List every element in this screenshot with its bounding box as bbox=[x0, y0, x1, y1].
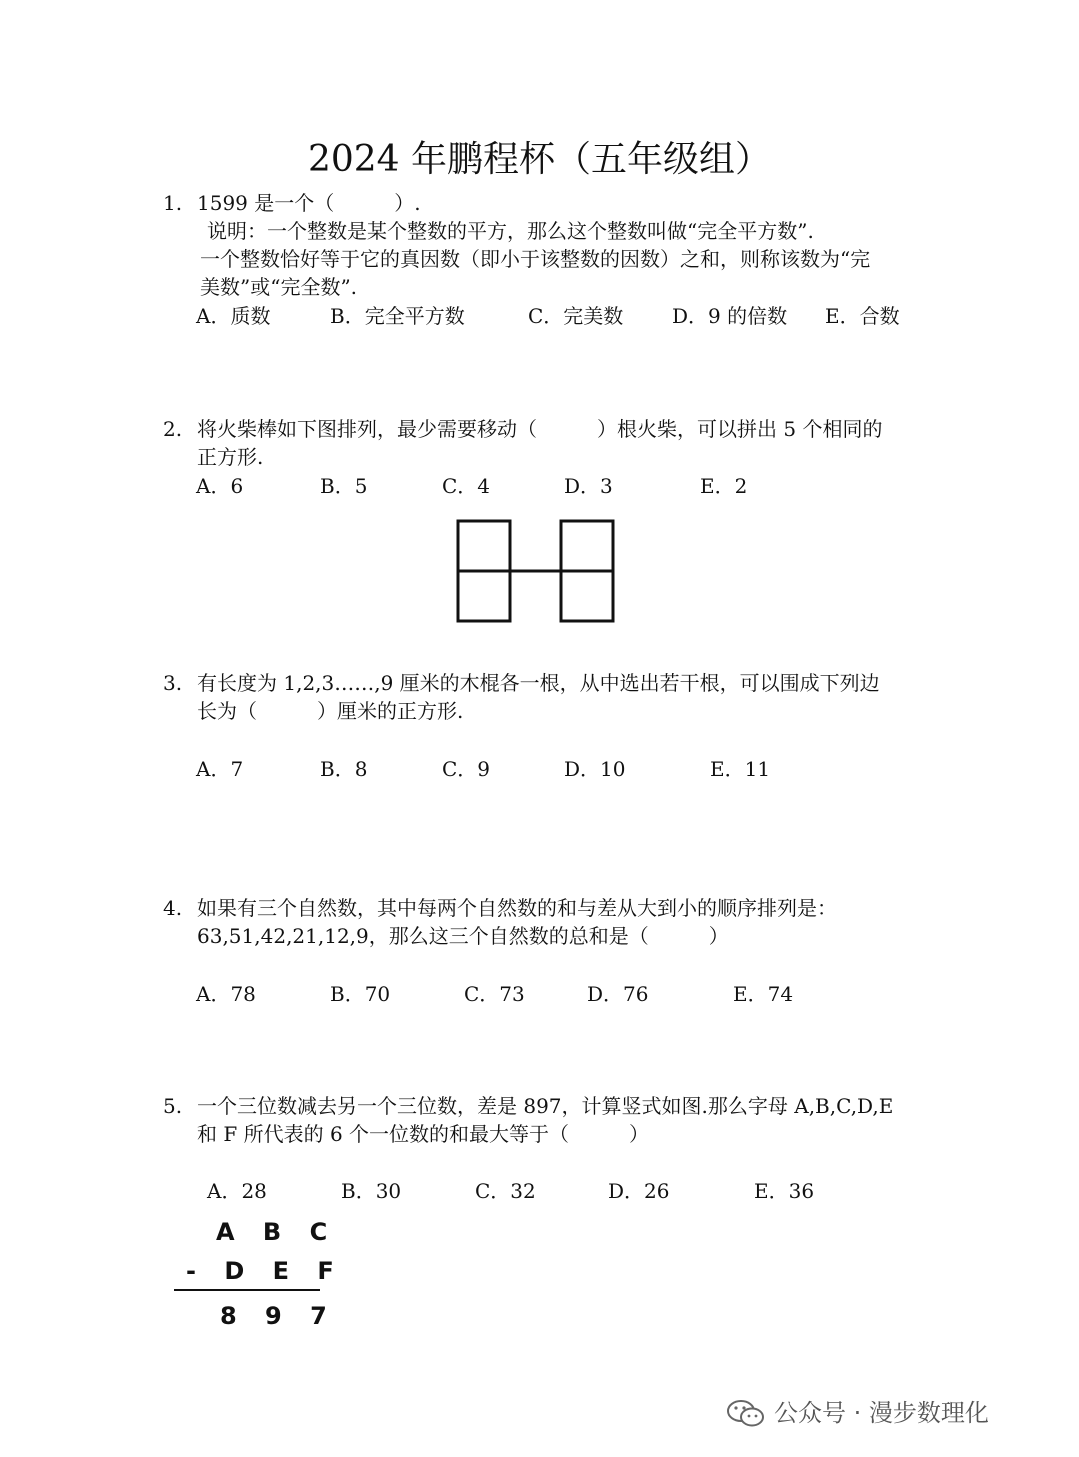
option-a: A．6 bbox=[196, 474, 244, 498]
question-number: 3. bbox=[163, 671, 183, 695]
difference-row: 8 9 7 bbox=[220, 1302, 337, 1330]
watermark-text: 公众号 · 漫步数理化 bbox=[774, 1399, 989, 1427]
page-title: 2024 年鹏程杯（五年级组） bbox=[307, 139, 772, 180]
question-text: 和 F 所代表的 6 个一位数的和最大等于（ ） bbox=[197, 1122, 650, 1146]
option-b: B．5 bbox=[320, 474, 368, 498]
question-text: 1599 是一个（ ）. bbox=[197, 191, 421, 215]
question-text: 长为（ ）厘米的正方形. bbox=[197, 699, 464, 723]
matchstick-figure bbox=[450, 513, 622, 629]
option-e: E．11 bbox=[710, 757, 771, 781]
option-b: B．完全平方数 bbox=[330, 304, 465, 328]
option-b: B．30 bbox=[341, 1179, 402, 1203]
question-number: 2. bbox=[163, 417, 183, 441]
option-b: B．70 bbox=[330, 982, 391, 1006]
option-d: D．26 bbox=[608, 1179, 670, 1203]
option-a: A．28 bbox=[207, 1179, 267, 1203]
subtraction-line bbox=[174, 1289, 320, 1291]
option-e: E．74 bbox=[733, 982, 794, 1006]
question-text: 正方形. bbox=[197, 445, 264, 469]
option-d: D．9 的倍数 bbox=[672, 304, 788, 328]
option-b: B．8 bbox=[320, 757, 368, 781]
option-c: C．完美数 bbox=[528, 304, 624, 328]
option-e: E．36 bbox=[754, 1179, 815, 1203]
option-c: C．73 bbox=[464, 982, 525, 1006]
question-number: 5. bbox=[163, 1094, 183, 1118]
option-c: C．32 bbox=[475, 1179, 536, 1203]
option-a: A．7 bbox=[196, 757, 244, 781]
option-c: C．9 bbox=[442, 757, 491, 781]
question-number: 1. bbox=[163, 191, 183, 215]
question-text: 有长度为 1,2,3……,9 厘米的木棍各一根，从中选出若干根，可以围成下列边 bbox=[197, 671, 880, 695]
option-e: E．2 bbox=[700, 474, 748, 498]
question-text: 一个三位数减去另一个三位数，差是 897，计算竖式如图.那么字母 A,B,C,D,E bbox=[197, 1094, 894, 1118]
question-note: 说明：一个整数是某个整数的平方，那么这个整数叫做“完全平方数”. bbox=[207, 219, 814, 243]
subtrahend-row: - D E F bbox=[186, 1257, 344, 1285]
option-d: D．10 bbox=[564, 757, 626, 781]
option-c: C．4 bbox=[442, 474, 491, 498]
option-d: D．3 bbox=[564, 474, 613, 498]
question-text: 如果有三个自然数，其中每两个自然数的和与差从大到小的顺序排列是： bbox=[197, 896, 837, 920]
option-a: A．78 bbox=[196, 982, 256, 1006]
question-number: 4. bbox=[163, 896, 183, 920]
watermark bbox=[726, 1398, 989, 1428]
question-note: 美数”或“完全数”. bbox=[200, 275, 358, 299]
minuend-row: A B C bbox=[216, 1218, 338, 1246]
question-text: 将火柴棒如下图排列，最少需要移动（ ）根火柴，可以拼出 5 个相同的 bbox=[197, 417, 883, 441]
question-note: 一个整数恰好等于它的真因数（即小于该整数的因数）之和，则称该数为“完 bbox=[200, 247, 871, 271]
wechat-icon bbox=[726, 1398, 766, 1428]
option-d: D．76 bbox=[587, 982, 649, 1006]
question-text: 63,51,42,21,12,9，那么这三个自然数的总和是（ ） bbox=[197, 924, 729, 948]
option-a: A．质数 bbox=[196, 304, 271, 328]
option-e: E．合数 bbox=[825, 304, 900, 328]
